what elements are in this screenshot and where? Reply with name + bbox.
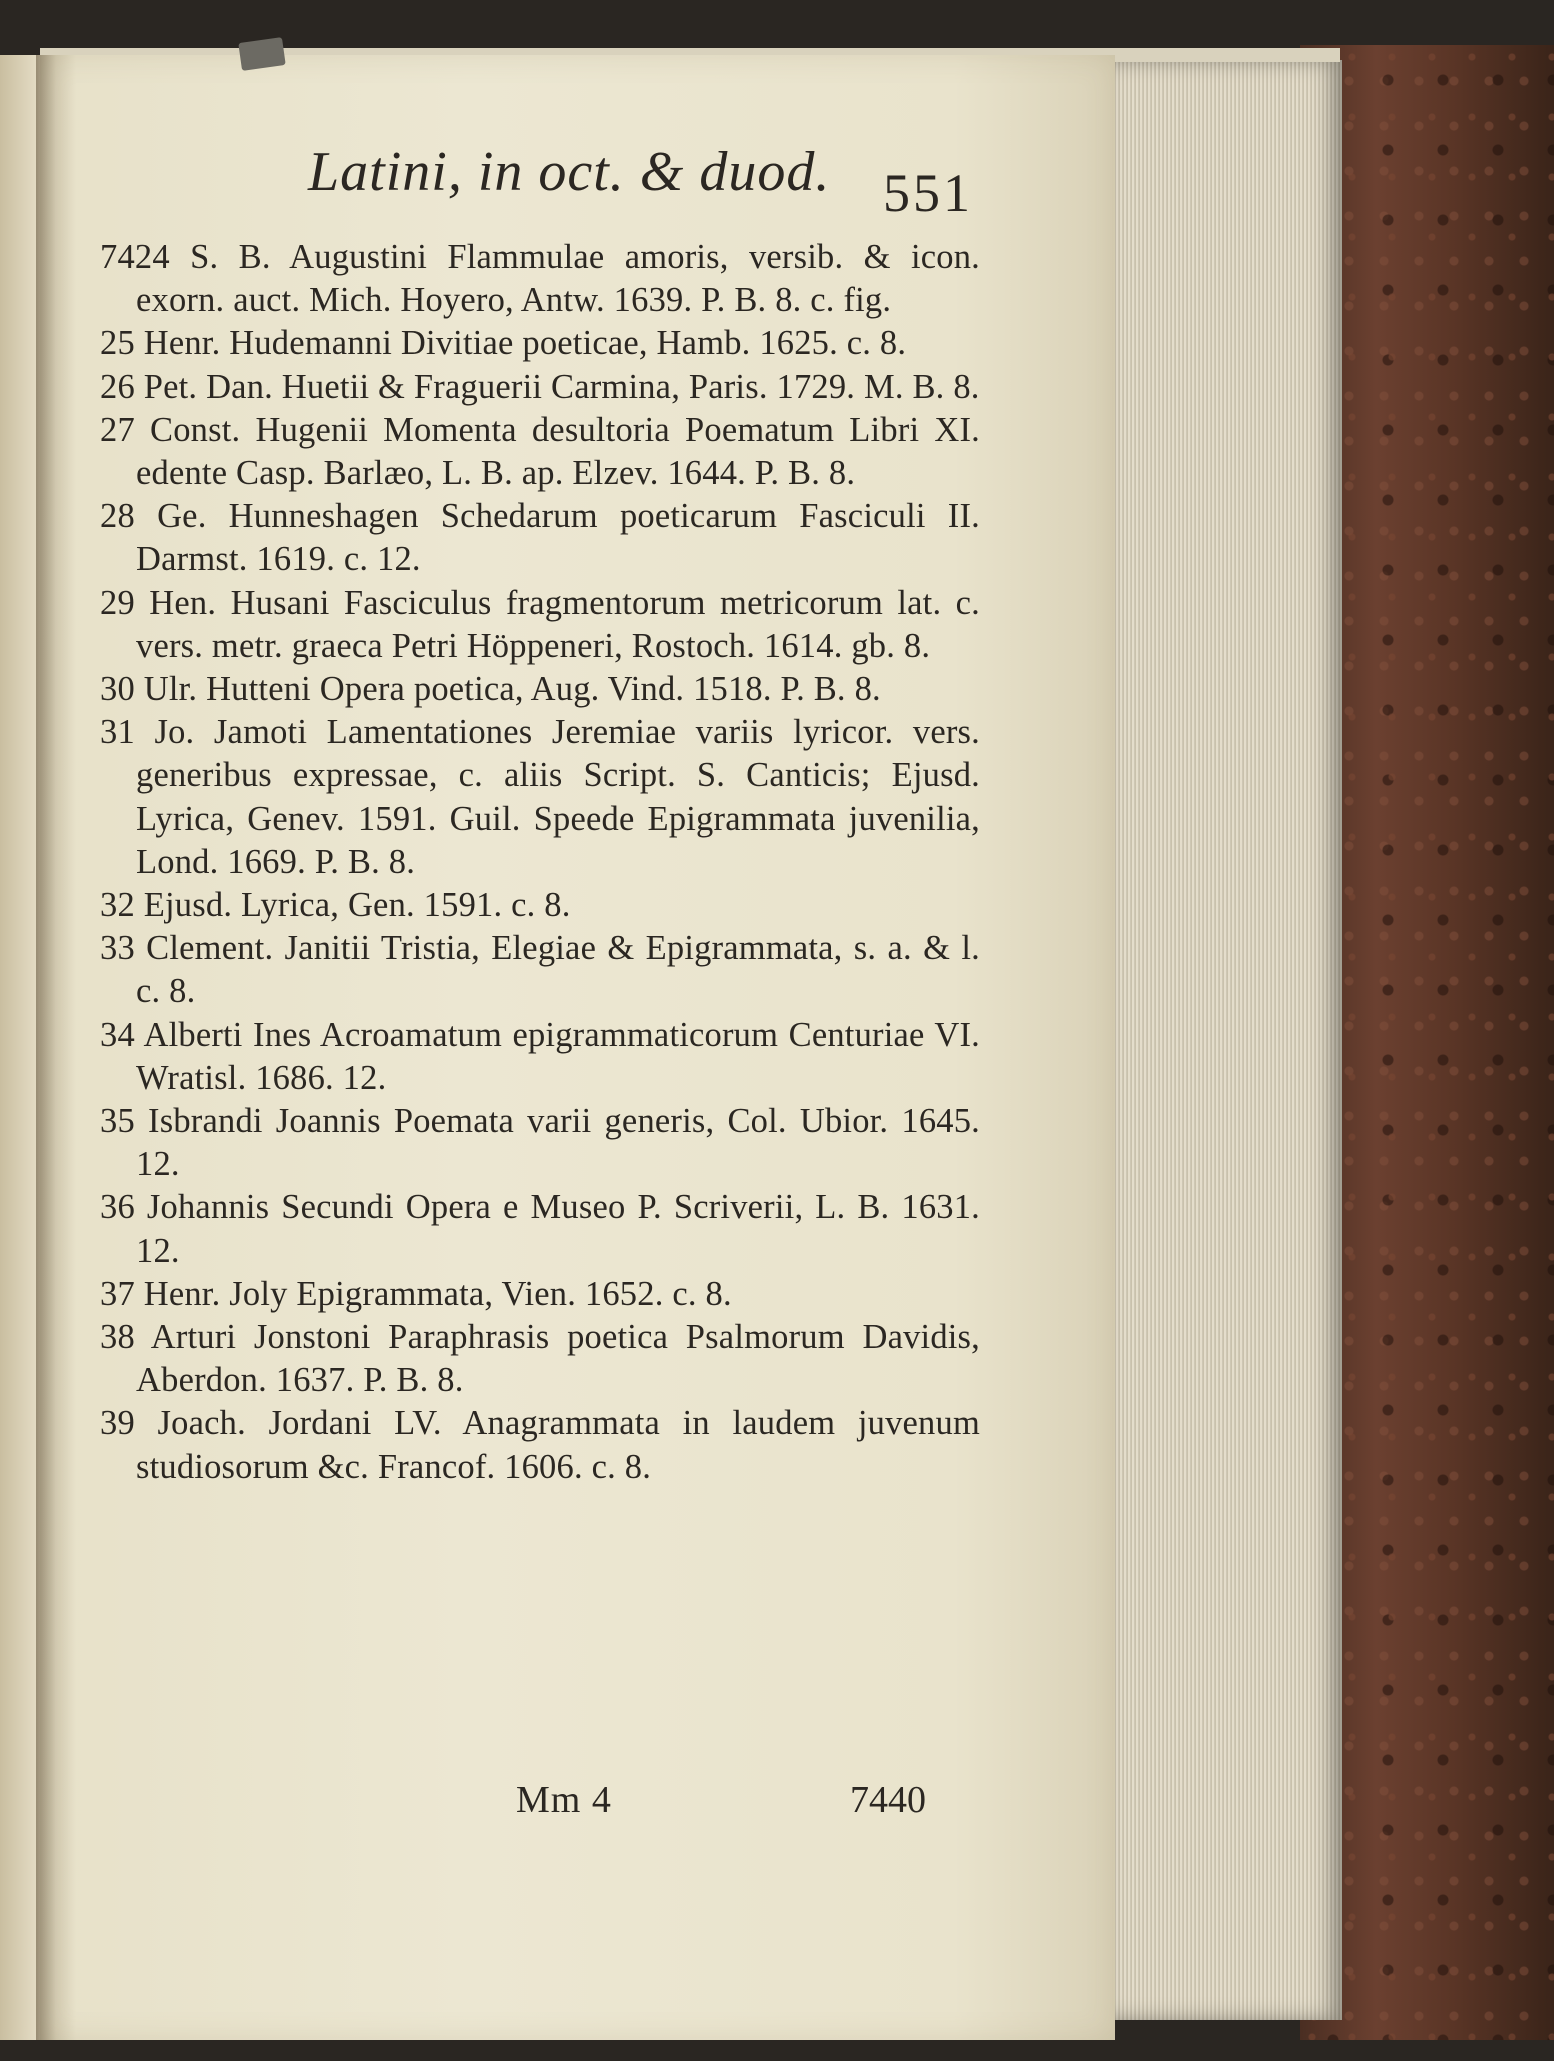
catalogue-entry [100,366,980,409]
entry-number: 26 [100,367,135,406]
entry-text: S. B. Augustini Flammulae amoris, versib. & icon. exorn. auct. Mich. Hoyero, Antw. 1639. P. B. 8. c. fig. [136,238,980,320]
entry-text: Joach. Jordani LV. Anagrammata in laudem juvenum studiosorum &c. Francof. 1606. c. 8. [136,1404,980,1486]
entry-number: 31 [100,713,135,752]
catalogue-entry [100,711,980,884]
entry-text: Clement. Janitii Tristia, Elegiae & Epigrammata, s. a. & l. c. 8. [136,929,980,1011]
entry-text: Alberti Ines Acroamatum epigrammaticorum Centuriae VI. Wratisl. 1686. 12. [136,1015,980,1097]
entry-text: Hen. Husani Fasciculus fragmentorum metricorum lat. c. vers. metr. graeca Petri Höppeneri, Rostoch. 1614. gb. 8. [136,583,980,665]
catchword: 7440 [850,1779,926,1821]
entry-number: 38 [100,1318,135,1357]
catalogue-entries [100,236,980,1489]
entry-text: Isbrandi Joannis Poemata varii generis, Col. Ubior. 1645. 12. [136,1102,980,1184]
catalogue-entry [100,236,980,322]
entry-number: 33 [100,929,135,968]
catalogue-entry [100,927,980,1013]
entry-text: Jo. Jamoti Lamentationes Jeremiae variis lyricor. vers. generibus expressae, c. aliis Script. S. Canticis; Ejusd. Lyrica, Genev. 1591. Guil. Speede Epigrammata juvenilia, Lond. 1669. P. B. 8. [136,713,981,881]
catalogue-entry [100,1402,980,1488]
entry-text: Pet. Dan. Huetii & Fraguerii Carmina, Paris. 1729. M. B. 8. [143,367,980,406]
page-number: 551 [883,163,973,223]
entry-number: 27 [100,410,135,449]
entry-text: Arturi Jonstoni Paraphrasis poetica Psalmorum Davidis, Aberdon. 1637. P. B. 8. [136,1318,980,1400]
entry-text: Henr. Joly Epigrammata, Vien. 1652. c. 8. [143,1274,732,1313]
catalogue-entry [100,1100,980,1186]
catalogue-entry [100,1316,980,1402]
entry-text: Johannis Secundi Opera e Museo P. Scriverii, L. B. 1631. 12. [136,1188,980,1270]
entry-number: 36 [100,1188,135,1227]
entry-text: Ge. Hunneshagen Schedarum poeticarum Fasciculi II. Darmst. 1619. c. 12. [136,497,980,579]
catalogue-entry [100,322,980,365]
entry-number: 39 [100,1404,135,1443]
entry-text: Ejusd. Lyrica, Gen. 1591. c. 8. [143,886,571,925]
signature-mark: Mm 4 [516,1779,612,1821]
entry-number: 29 [100,583,135,622]
entry-number: 7424 [100,238,170,276]
catalogue-entry [100,668,980,711]
running-head-title: Latini, in oct. & duod. [308,141,831,203]
entry-number: 37 [100,1274,135,1313]
entry-number: 25 [100,324,135,363]
entry-number: 28 [100,497,135,536]
catalogue-entry [100,884,980,927]
catalogue-entry [100,409,980,495]
entry-number: 34 [100,1015,135,1054]
catalogue-entry [100,1186,980,1272]
catalogue-entry [100,1014,980,1100]
entry-number: 30 [100,670,135,709]
entry-text: Ulr. Hutteni Opera poetica, Aug. Vind. 1518. P. B. 8. [143,670,881,709]
entry-text: Const. Hugenii Momenta desultoria Poematum Libri XI. edente Casp. Barlæo, L. B. ap. Elzev. 1644. P. B. 8. [136,410,980,493]
entry-number: 32 [100,886,135,925]
entry-text: Henr. Hudemanni Divitiae poeticae, Hamb. 1625. c. 8. [143,324,907,363]
entry-number: 35 [100,1102,135,1141]
catalogue-entry [100,495,980,581]
catalogue-entry [100,1273,980,1316]
catalogue-entry [100,582,980,668]
